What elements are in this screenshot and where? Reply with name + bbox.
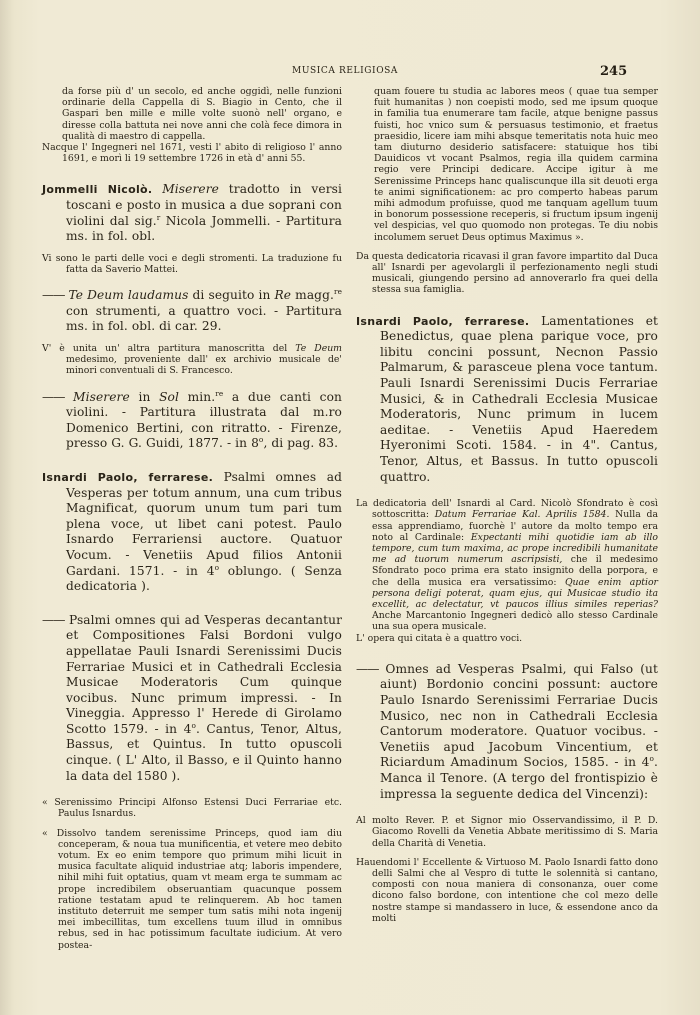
note-text: Nulla da essa apprendiamo, fuorchè l' autore da molto tempo era noto al Cardinale: (372, 509, 659, 543)
work-title: Miserere (73, 389, 130, 404)
key: Sol (159, 389, 179, 404)
composer-name: Isnardi Paolo, ferrarese. (356, 314, 530, 328)
superscript: re (215, 388, 224, 398)
latin-quote: Expectanti mihi quotidie iam ab illo tempore, cum tum maxima, ac prope incredibili humanitate me ad tuorum numerum ascripsisti, (372, 531, 658, 566)
entry-jommelli-miserere (42, 182, 342, 244)
entry-text: in (138, 389, 151, 404)
rovelli-address: Al molto Rever. P. et Signor mio Osservandissimo, il P. D. Giacomo Rovelli da Venetia Abbate meritissimo di S. Maria della Charità di Venetia. (356, 815, 658, 849)
entry-miserere-sol (42, 390, 342, 452)
composer-name: Jommelli Nicolò. (42, 183, 153, 197)
dedication-heading: « Serenissimo Principi Alfonso Estensi Duci Ferrariae etc. Paulus Isnardus. (42, 797, 342, 820)
superscript: o (214, 562, 220, 572)
entry-isnardi-lamentationes (356, 314, 658, 486)
entry-text: oblungo. ( Senza dedicatoria ). (66, 563, 342, 594)
dedication-body: « Dissolvo tandem serenissime Princeps, quod iam diu conceperam, & noua tua munificentia, et vetere meo debito votum. Ex eo enim tempore quo primum mihi licuit in musica facultate aliquid industriae atq; laboris impendere, nihil mihi fuit optatius, quam vt meam erga te summam ac prope incredibilem obseruantiam quacunque possem ratione testatam apud te relinquerem. Ab hoc tamen instituto deterruit me semper tum satis mihi nota ingenij mei imbecillitas, tum excellens tuum illud in omnibus rebus, sed in hac potissimum facultate iudicium. At vero postea- (42, 827, 342, 951)
entry-text: Nicola Jommelli. - Partitura ms. in fol. obl. (66, 213, 342, 244)
latin-quote: Quae enim aptior persona deligi poterat, quam ejus, qui Musicae studio ita excellit, ac delectatur, vt paucos illius similes reperias? (372, 576, 658, 611)
superscript: re (333, 287, 342, 297)
ingegneri-intro: da forse più d' un secolo, ed anche oggidì, nelle funzioni ordinarie della Cappella di S. Biagio in Cento, che il Gaspari ben mille e mille volte suonò nell' organo, e diresse colla battuta nei nove anni che colà fece dimora in qualità di maestro di cappella. (62, 86, 342, 142)
entry-text: a due canti con violini. - Partitura illustrata dal m.ro Domenico Bertini, con ritratto. - Firenze, presso G. G. Guidi, 1877. - in 8 (66, 389, 342, 451)
superscript: o (258, 435, 264, 445)
entry-text: . Manca il Tenore. (A tergo del frontispizio è impressa la seguente dedica del Vincenzi): (380, 755, 658, 801)
entry-text: Omnes ad Vesperas Psalmi, qui Falso (ut aiunt) Bordonio concini possunt: auctore Paulo Isnardo Serenissimi Ferrariae Ducis Musico, nec non in Cathedrali Ecclesia Cantorum moderatore. Quatuor vocibus. - Venetiis apud Jacobum Vincentium, et Riciardum Amadinum Socios, 1585. - in 4 (380, 661, 658, 770)
superscript: o (191, 720, 196, 730)
vincenzi-dedication: Hauendomi l' Eccellente & Virtuoso M. Paolo Isnardi fatto dono delli Salmi che al Vespro di tutte le solennità si cantano, composti con noua maniera di consonanza, ouer come dicono falso bordone, con intentione che col mezo delle nostre stampe si mandassero in luce, & essendone anco da molti (356, 856, 658, 924)
note-title: Te Deum (295, 342, 342, 354)
latin-quote: Datum Ferrariae Kal. Aprilis 1584. (434, 509, 610, 521)
note-text: V' è unita un' altra partitura manoscritta del (42, 342, 288, 354)
running-title: MUSICA RELIGIOSA (292, 66, 399, 76)
dash: —— (42, 612, 65, 627)
superscript: o (649, 754, 655, 764)
quattro-voci-note: L' opera qui citata è a quattro voci. (356, 632, 523, 644)
entry-text: , di pag. 83. (263, 436, 339, 451)
entry-text: tradotto in versi toscani e posto in musica a due soprani con violini dal sig. (66, 182, 342, 228)
right-column (356, 86, 658, 924)
page-header (0, 64, 700, 80)
note-text: La dedicatoria dell' Isnardi al Card. Nicolò Sfondrato è così sottoscritta: (356, 498, 658, 521)
entry-omnes-ad-vesperas (356, 662, 658, 802)
key: Re (274, 288, 292, 303)
note-text: medesimo, proveniente dall' ex archivio musicale de' minori conventuali di S. Francesco. (66, 354, 342, 377)
te-deum-note (42, 343, 342, 377)
dash: —— (42, 288, 65, 303)
page-number: 245 (600, 64, 628, 79)
dedication-continued: quam fouere tu studia ac labores meos ( quae tua semper fuit humanitas ) non coepisti modo, sed me ipsum quoque in familia tua enumerare tam facile, atque benigne passus fuisti, hoc vnico sum & persuasus testimonio, et fraetus praesidio, licere iam mihi absque temeritatis nota huic meo tam diuturno desiderio satisfacere: statuique hos tibi Dauidicos vt vocant Psalmos, regia illa quidem carmina regio vere Principi dedicare. Accipe igitur à me Serenissime Princeps hanc qualiscunque illa sit deuoti erga te animi significationem: ac pro comperto habeas parum mihi admodum profuisse, quod me tanquam agellum tuum in bonorum possessione receperis, si fructum ipsum ingenij vel despicias, vel quo quomodo non protegas. Te diu nobis incolumem seruet Deus optimus Maximus ». (374, 86, 658, 243)
entry-text: . Cantus, Tenor, Altus, Bassus, et Quintus. In tutto opuscoli cinque. ( L' Alto, il Basso, e il Quinto hanno la data del 1580 ). (66, 721, 342, 783)
entry-text: Lamentationes et Benedictus, quae plena parique voce, pro libitu concini possunt, Necnon Passio Palmarum, & parasceue plena voce tantum. Pauli Isnardi Serenissimi Ducis Ferrariae Musici, & in Cathedrali Ecclesia Musicae Moderatoris, Nunc primum in lucem aeditae. - Venetiis Apud Haeredem Hyeronimi Scoti. 1584. - in 4". Cantus, Tenor, Altus, et Bassus. In tutto opuscoli quattro. (380, 313, 658, 484)
entry-text: con strumenti, a quattro voci. - Partitura ms. in fol. obl. di car. 29. (66, 303, 342, 334)
dash: —— (356, 661, 379, 676)
dash: —— (42, 389, 65, 404)
entry-isnardi-psalmi-1579 (42, 613, 342, 785)
entry-isnardi-psalmi-1571 (42, 470, 342, 595)
note-text: Anche Marcantonio Ingegneri dedicò allo stesso Cardinale una sua opera musicale. (372, 610, 658, 633)
composer-name: Isnardi Paolo, ferrarese. (42, 470, 214, 484)
entry-text: Psalmi omnes ad Vesperas per totum annum, una cum tribus Magnificat, quorum unum tum pari tum plena voce, ut libet cani potest. Paulo Isnardo Ferrariensi auctore. Quatuor Vocum. - Venetiis Apud filios Antonii Gardani. 1571. - in 4 (66, 469, 342, 578)
entry-text: di seguito in (192, 288, 271, 303)
note-text: che il medesimo Sfondrato poco prima era stato insignito della porpora, e che della musica era versatissimo: (372, 554, 658, 588)
entry-text: min. (187, 389, 216, 404)
left-column (42, 86, 342, 951)
work-title: Te Deum laudamus (68, 288, 189, 303)
entry-te-deum (42, 288, 342, 335)
work-title: Miserere (162, 182, 219, 197)
superscript: r (156, 212, 161, 222)
entry-text: magg. (295, 288, 334, 303)
sfondrato-note (356, 498, 658, 632)
jommelli-note: Vi sono le parti delle voci e degli stromenti. La traduzione fu fatta da Saverio Mattei. (42, 252, 342, 275)
ingegneri-birth-note: Nacque l' Ingegneri nel 1671, vesti l' abito di religioso l' anno 1691, e morì li 19 settembre 1726 in età d' anni 55. (42, 142, 342, 165)
entry-text: Psalmi omnes qui ad Vesperas decantantur et Compositiones Falsi Bordoni vulgo appellatae Pauli Isnardi Serenissimi Ducis Ferrariae Musici et in Cathedrali Ecclesia Musicae Moderatoris Cum quinque vocibus. Nunc primum impressi. - In Vineggia. Appresso l' Herede di Girolamo Scotto 1579. - in 4 (66, 612, 342, 736)
favore-note: Da questa dedicatoria ricavasi il gran favore impartito dal Duca all' Isnardi per agevolargli il perfezionamento negli studi musicali, giungendo persino ad annoverarlo fra quei della stessa sua famiglia. (356, 250, 658, 296)
